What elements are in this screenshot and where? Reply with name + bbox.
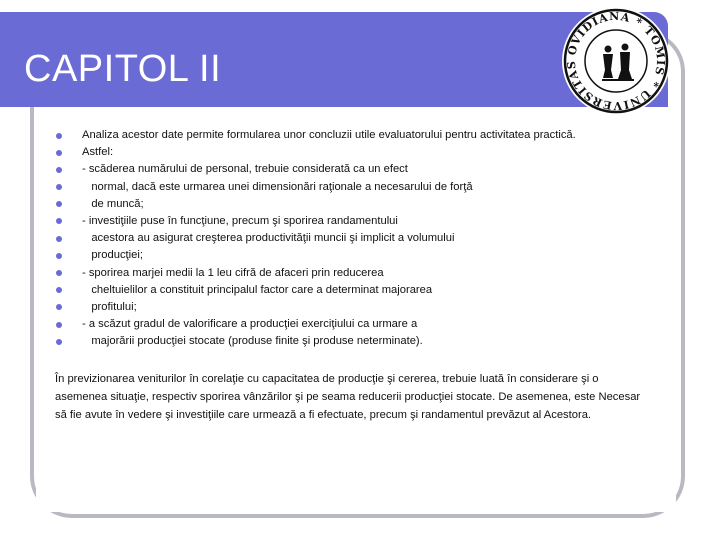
bullet-text: acestora au asigurat creşterea productivităţii muncii şi implicit a volumului xyxy=(82,232,455,245)
list-item xyxy=(56,299,656,316)
list-item xyxy=(56,247,656,264)
page-title: CAPITOL II xyxy=(24,48,222,90)
bullet-dot-icon xyxy=(56,133,62,139)
seal-graphic xyxy=(562,7,670,115)
bullet-dot-icon xyxy=(56,253,62,259)
list-item xyxy=(56,333,656,350)
bullet-text: profitului; xyxy=(82,300,137,313)
bullet-text: de muncă; xyxy=(82,197,144,210)
bullet-dot-icon xyxy=(56,201,62,207)
bullet-dot-icon xyxy=(56,270,62,276)
bullet-dot-icon xyxy=(56,218,62,224)
bullet-dot-icon xyxy=(56,184,62,190)
list-item xyxy=(56,127,656,144)
list-item xyxy=(56,196,656,213)
bullet-text: Astfel: xyxy=(82,146,114,159)
bullet-dot-icon xyxy=(56,167,62,173)
bullet-text: majorării producţiei stocate (produse finite şi produse neterminate). xyxy=(82,335,423,348)
list-item xyxy=(56,144,656,161)
university-seal-icon xyxy=(562,7,670,115)
bullet-text: - a scăzut gradul de valorificare a producţiei exerciţiului ca urmare a xyxy=(82,318,418,331)
bullet-text: producţiei; xyxy=(82,249,143,262)
bullet-dot-icon xyxy=(56,304,62,310)
bullet-text: - investiţiile puse în funcţiune, precum şi sporirea randamentului xyxy=(82,214,398,227)
bullet-dot-icon xyxy=(56,339,62,345)
bullet-dot-icon xyxy=(56,236,62,242)
bullet-text: Analiza acestor date permite formularea unor concluzii utile evaluatorului pentru activitatea practică. xyxy=(82,129,576,141)
list-item xyxy=(56,179,656,196)
list-item xyxy=(56,213,656,230)
bullet-text: - sporirea marjei medii la 1 leu cifră de afaceri prin reducerea xyxy=(82,266,384,279)
seal-text: OVIDIANA * TOMIS * UNIVERSITAS xyxy=(564,9,668,113)
list-item xyxy=(56,230,656,247)
bullet-dot-icon xyxy=(56,287,62,293)
list-item xyxy=(56,316,656,333)
bullet-text: cheltuielilor a constituit principalul factor care a determinat majorarea xyxy=(82,283,433,296)
bullet-text: - scăderea numărului de personal, trebuie considerată ca un efect xyxy=(82,163,408,176)
list-item xyxy=(56,161,656,178)
body-paragraph: În previzionarea veniturilor în corelaţie cu capacitatea de producţie şi cererea, trebuie luată în considerare şi o asemenea situaţie, respectiv sporirea vânzărilor şi pe seama reducerii producţiei stocate. De asemenea, este Necesar să fie avute în vedere şi investiţiile care urmează a fi efectuate, precum şi randamentul prevăzut al Acestora. xyxy=(55,373,641,422)
list-item xyxy=(56,265,656,282)
bullet-text: normal, dacă este urmarea unei dimensionări raţionale a necesarului de forţă xyxy=(82,180,473,193)
list-item xyxy=(56,282,656,299)
bullet-list xyxy=(56,127,656,350)
bullet-dot-icon xyxy=(56,322,62,328)
bullet-dot-icon xyxy=(56,150,62,156)
